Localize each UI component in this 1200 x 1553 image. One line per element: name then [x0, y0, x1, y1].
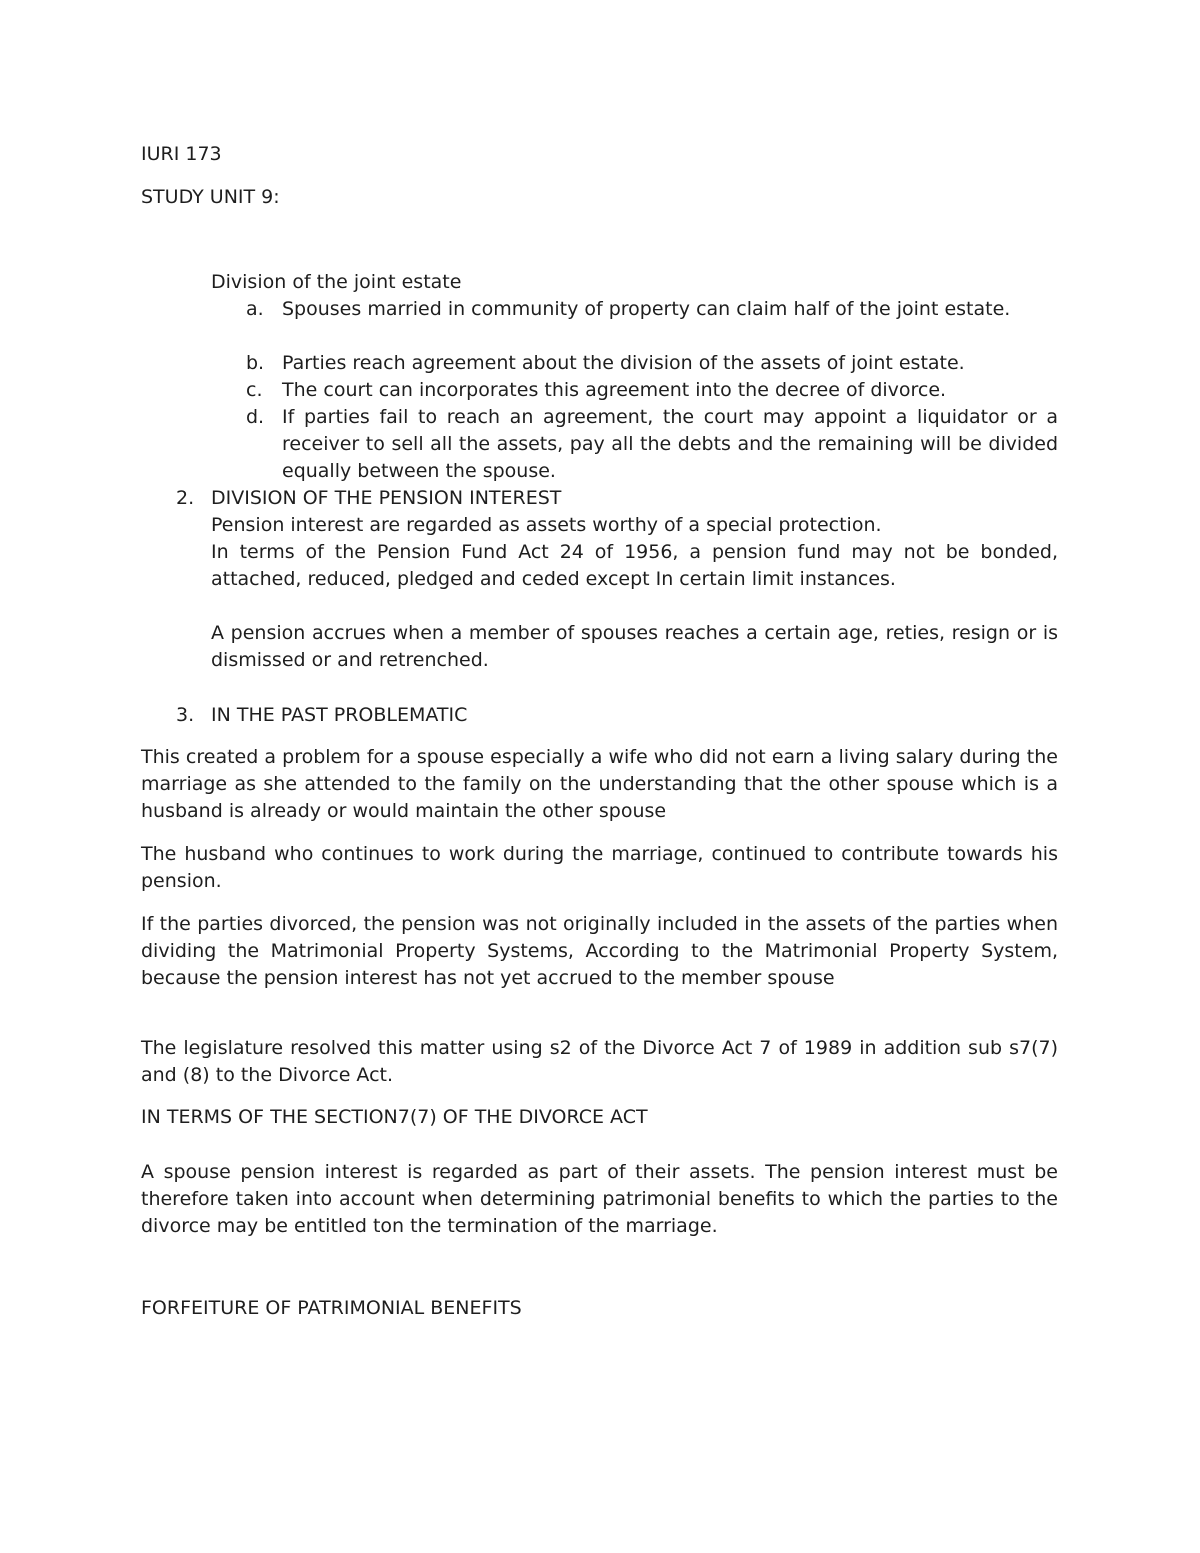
section1-heading: Division of the joint estate	[211, 271, 462, 293]
body-paragraph: If the parties divorced, the pension was not originally included in the assets of the parties when dividing the Matrimonial Property Systems, According to the Matrimonial Property System, because the pension interest has not yet accrued to the member spouse	[141, 913, 1058, 989]
section3-heading: IN THE PAST PROBLEMATIC	[211, 704, 468, 726]
list-item-text: If parties fail to reach an agreement, the court may appoint a liquidator or a receiver to sell all the assets, pay all the debts and the remaining will be divided equally between the spouse.	[282, 406, 1058, 482]
section2-number: 2.	[176, 487, 195, 509]
list-item-text: Spouses married in community of property can claim half of the joint estate.	[282, 298, 1011, 320]
section3-number: 3.	[176, 704, 195, 726]
section2-paragraph: In terms of the Pension Fund Act 24 of 1956, a pension fund may not be bonded, attached, reduced, pledged and ceded except In certain limit instances.	[211, 541, 1058, 590]
section2-paragraph: A pension accrues when a member of spouses reaches a certain age, reties, resign or is dismissed or and retrenched.	[211, 622, 1058, 671]
section-heading: IN TERMS OF THE SECTION7(7) OF THE DIVORCE ACT	[141, 1106, 648, 1128]
list-marker: c.	[246, 379, 263, 401]
body-paragraph: This created a problem for a spouse especially a wife who did not earn a living salary during the marriage as she attended to the family on the understanding that the other spouse which is a husband is already or would maintain the other spouse	[141, 746, 1058, 822]
section2-paragraph: Pension interest are regarded as assets worthy of a special protection.	[211, 514, 882, 536]
list-item-text: Parties reach agreement about the division of the assets of joint estate.	[282, 352, 965, 374]
body-paragraph: The legislature resolved this matter using s2 of the Divorce Act 7 of 1989 in addition sub s7(7) and (8) to the Divorce Act.	[141, 1037, 1058, 1086]
section-heading: FORFEITURE OF PATRIMONIAL BENEFITS	[141, 1297, 522, 1319]
section2-heading: DIVISION OF THE PENSION INTEREST	[211, 487, 562, 509]
study-unit-title: STUDY UNIT 9:	[141, 186, 280, 208]
list-item-text: The court can incorporates this agreement into the decree of divorce.	[282, 379, 947, 401]
body-paragraph: A spouse pension interest is regarded as part of their assets. The pension interest must be therefore taken into account when determining patrimonial benefits to which the parties to the divorce may be entitled ton the termination of the marriage.	[141, 1161, 1058, 1237]
list-marker: b.	[246, 352, 265, 374]
list-marker: d.	[246, 406, 265, 428]
body-paragraph: The husband who continues to work during the marriage, continued to contribute towards his pension.	[141, 843, 1058, 892]
course-code: IURI 173	[141, 143, 222, 165]
list-marker: a.	[246, 298, 264, 320]
